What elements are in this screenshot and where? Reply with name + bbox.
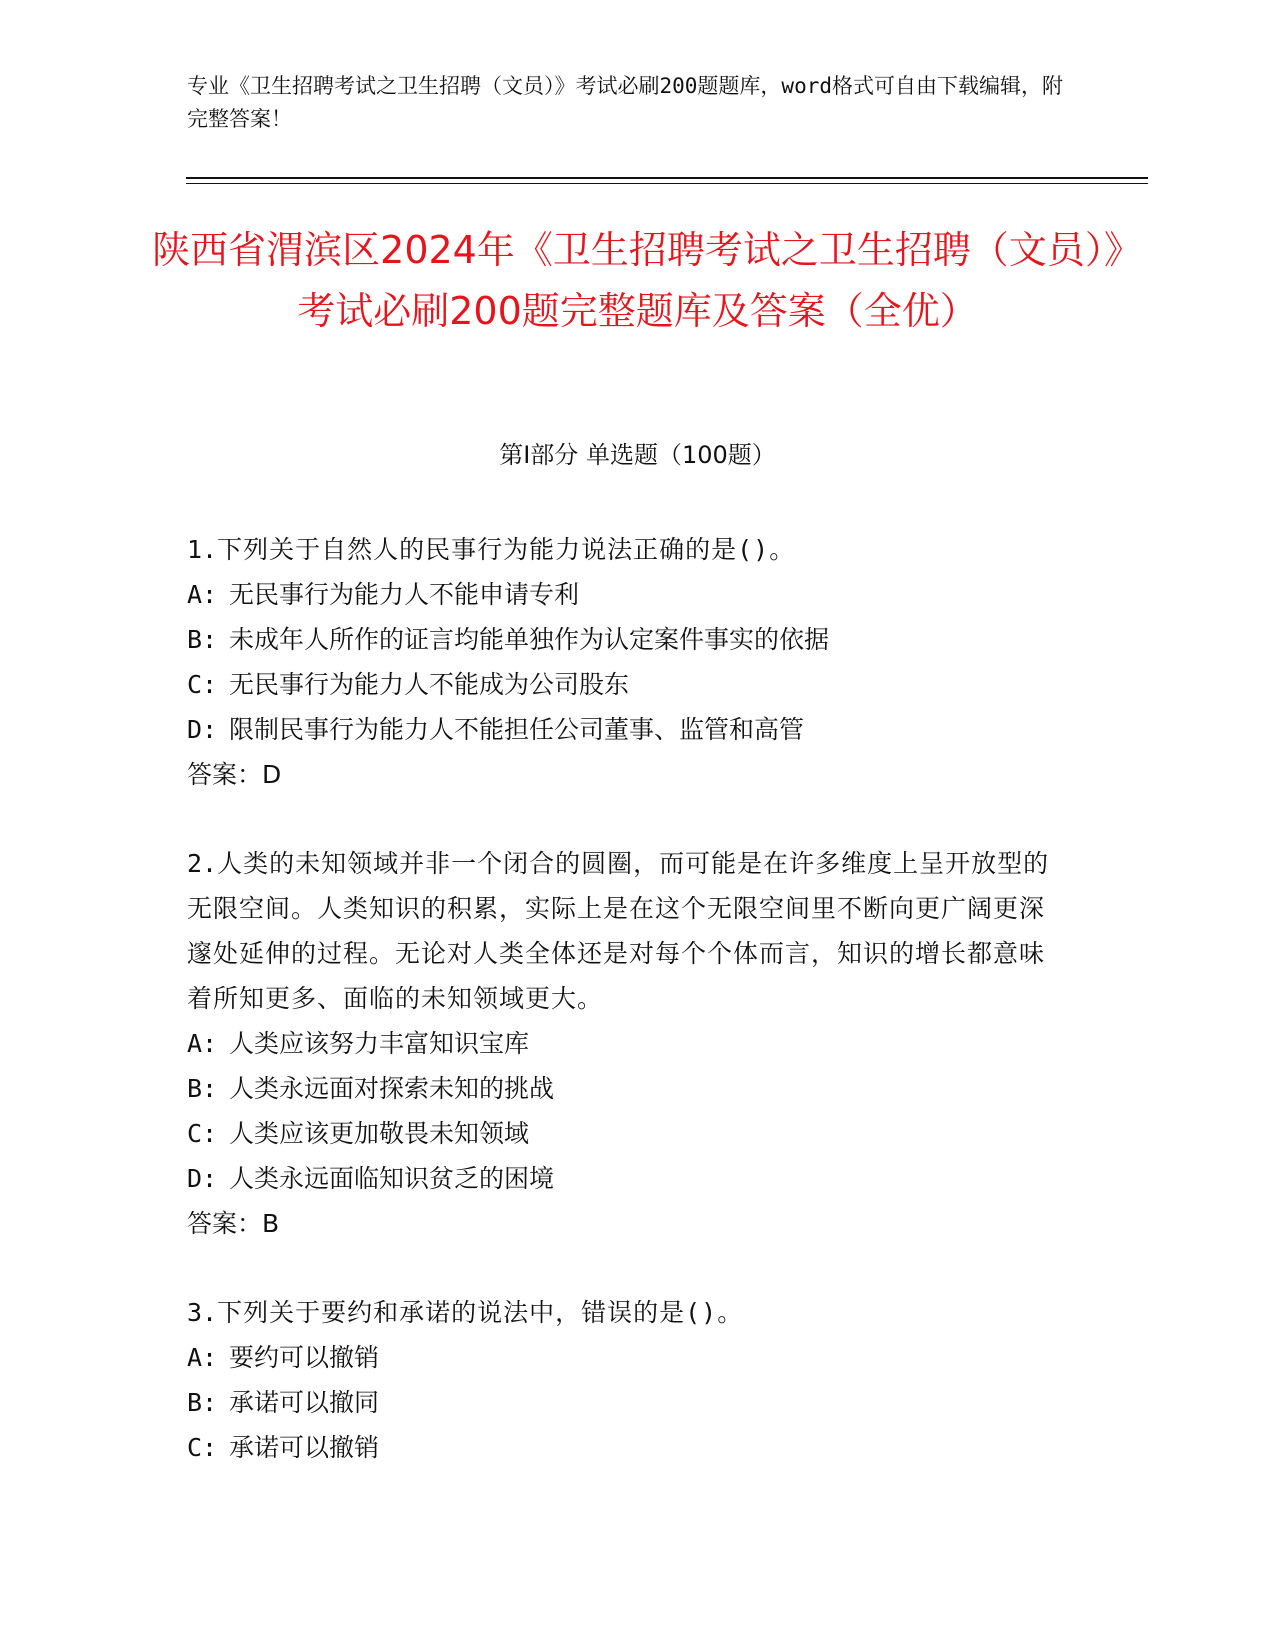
question-item xyxy=(187,841,1067,1246)
option-letter: C: xyxy=(187,670,218,699)
option-b xyxy=(187,1380,1067,1425)
option-text: 人类永远面对探索未知的挑战 xyxy=(229,1074,555,1103)
option-text: 限制民事行为能力人不能担任公司董事、监管和高管 xyxy=(229,715,805,744)
option-text: 人类永远面临知识贫乏的困境 xyxy=(229,1164,555,1193)
question-text: 人类的未知领域并非一个闭合的圆圈，而可能是在许多维度上呈开放型的无限空间。人类知识的积累，实际上是在这个无限空间里不断向更广阔更深邃处延伸的过程。无论对人类全体还是对每个个体而言，知识的增长都意味着所知更多、面临的未知领域更大。 xyxy=(187,849,1050,1013)
option-letter: B: xyxy=(187,1074,218,1103)
question-number: 3. xyxy=(187,1298,218,1327)
section-heading: 第Ⅰ部分 单选题（100题） xyxy=(499,441,776,469)
option-letter: D: xyxy=(187,715,218,744)
option-c xyxy=(187,1111,1067,1156)
option-text: 无民事行为能力人不能申请专利 xyxy=(229,580,580,609)
question-text: 下列关于要约和承诺的说法中，错误的是()。 xyxy=(217,1298,744,1327)
option-text: 承诺可以撤同 xyxy=(229,1388,380,1417)
question-list xyxy=(187,527,1067,1514)
option-letter: C: xyxy=(187,1119,218,1148)
option-b xyxy=(187,1066,1067,1111)
option-c xyxy=(187,1425,1067,1470)
option-text: 要约可以撤销 xyxy=(229,1343,380,1372)
option-text: 承诺可以撤销 xyxy=(229,1433,380,1462)
option-letter: D: xyxy=(187,1164,218,1193)
question-stem xyxy=(187,527,1067,572)
option-letter: A: xyxy=(187,1343,218,1372)
option-text: 人类应该努力丰富知识宝库 xyxy=(229,1029,530,1058)
option-letter: A: xyxy=(187,1029,218,1058)
question-number: 2. xyxy=(187,849,218,878)
option-letter: B: xyxy=(187,1388,218,1417)
question-stem xyxy=(187,841,1067,1021)
header-divider-thin xyxy=(186,183,1148,184)
option-letter: C: xyxy=(187,1433,218,1462)
header-note: 专业《卫生招聘考试之卫生招聘（文员）》考试必刷200题题库，word格式可自由下载编辑，附完整答案！ xyxy=(187,74,1063,131)
option-a xyxy=(187,1021,1067,1066)
option-letter: A: xyxy=(187,580,218,609)
option-text: 未成年人所作的证言均能单独作为认定案件事实的依据 xyxy=(229,625,830,654)
option-a xyxy=(187,572,1067,617)
option-c xyxy=(187,662,1067,707)
header-divider-thick xyxy=(186,177,1148,179)
answer-line: 答案：D xyxy=(187,760,282,789)
answer-line: 答案：B xyxy=(187,1209,280,1238)
option-text: 无民事行为能力人不能成为公司股东 xyxy=(229,670,630,699)
question-number: 1. xyxy=(187,535,218,564)
question-item xyxy=(187,527,1067,797)
question-item xyxy=(187,1290,1067,1470)
question-stem xyxy=(187,1290,1067,1335)
option-d xyxy=(187,707,1067,752)
question-text: 下列关于自然人的民事行为能力说法正确的是()。 xyxy=(217,535,796,564)
option-letter: B: xyxy=(187,625,218,654)
option-text: 人类应该更加敬畏未知领域 xyxy=(229,1119,530,1148)
document-title: 陕西省渭滨区2024年《卫生招聘考试之卫生招聘（文员）》考试必刷200题完整题库及答案（全优） xyxy=(152,228,1123,333)
option-d xyxy=(187,1156,1067,1201)
option-b xyxy=(187,617,1067,662)
option-a xyxy=(187,1335,1067,1380)
